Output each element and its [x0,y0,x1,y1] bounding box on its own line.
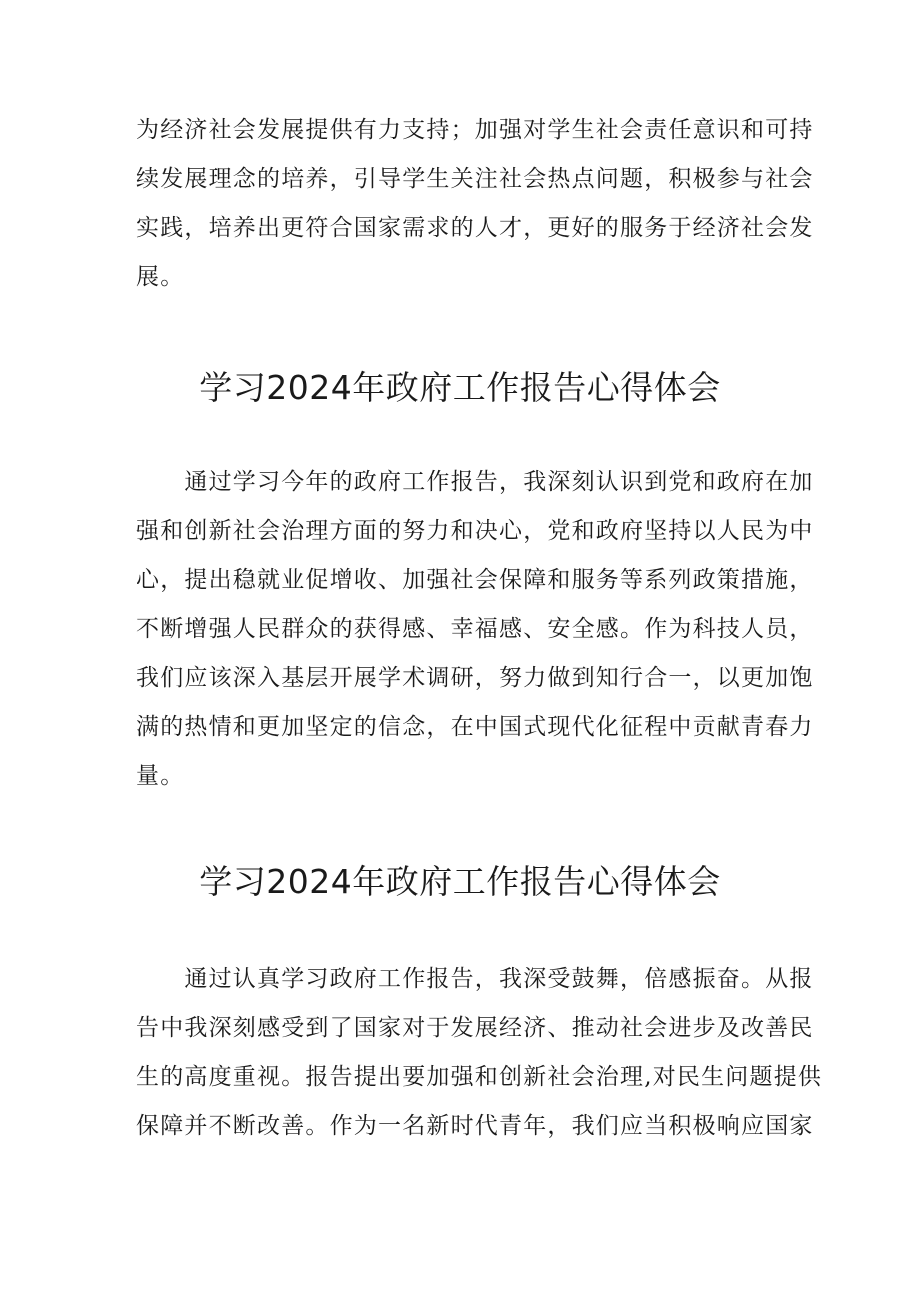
text-line: 生的高度重视。报告提出要加强和创新社会治理,对民生问题提供 [136,1064,823,1090]
text-line: 强和创新社会治理方面的努力和决心，党和政府坚持以人民为中 [136,518,814,544]
text-line: 实践，培养出更符合国家需求的人才，更好的服务于经济社会发 [136,215,814,241]
text-line: 展。 [136,264,185,290]
text-line: 我们应该深入基层开展学术调研，努力做到知行合一，以更加饱 [136,665,814,691]
text-line: 满的热情和更加坚定的信念，在中国式现代化征程中贡献青春力 [136,714,814,740]
text-line: 通过认真学习政府工作报告，我深受鼓舞，倍感振奋。从报 [136,966,814,992]
text-line: 为经济社会发展提供有力支持；加强对学生社会责任意识和可持 [136,117,814,143]
paragraph-body [136,955,823,1151]
section-title: 学习2024年政府工作报告心得体会 [199,368,721,407]
paragraph-continuation [136,106,814,302]
text-line: 通过学习今年的政府工作报告，我深刻认识到党和政府在加 [136,469,814,495]
paragraph-body [136,458,814,801]
text-line: 续发展理念的培养，引导学生关注社会热点问题，积极参与社会 [136,166,814,192]
text-line: 心，提出稳就业促增收、加强社会保障和服务等系列政策措施， [136,567,814,593]
text-line: 告中我深刻感受到了国家对于发展经济、推动社会进步及改善民 [136,1015,814,1041]
text-line: 量。 [136,763,185,789]
section-title: 学习2024年政府工作报告心得体会 [199,862,721,901]
text-line: 不断增强人民群众的获得感、幸福感、安全感。作为科技人员， [136,616,814,642]
text-line: 保障并不断改善。作为一名新时代青年，我们应当积极响应国家 [136,1113,814,1139]
